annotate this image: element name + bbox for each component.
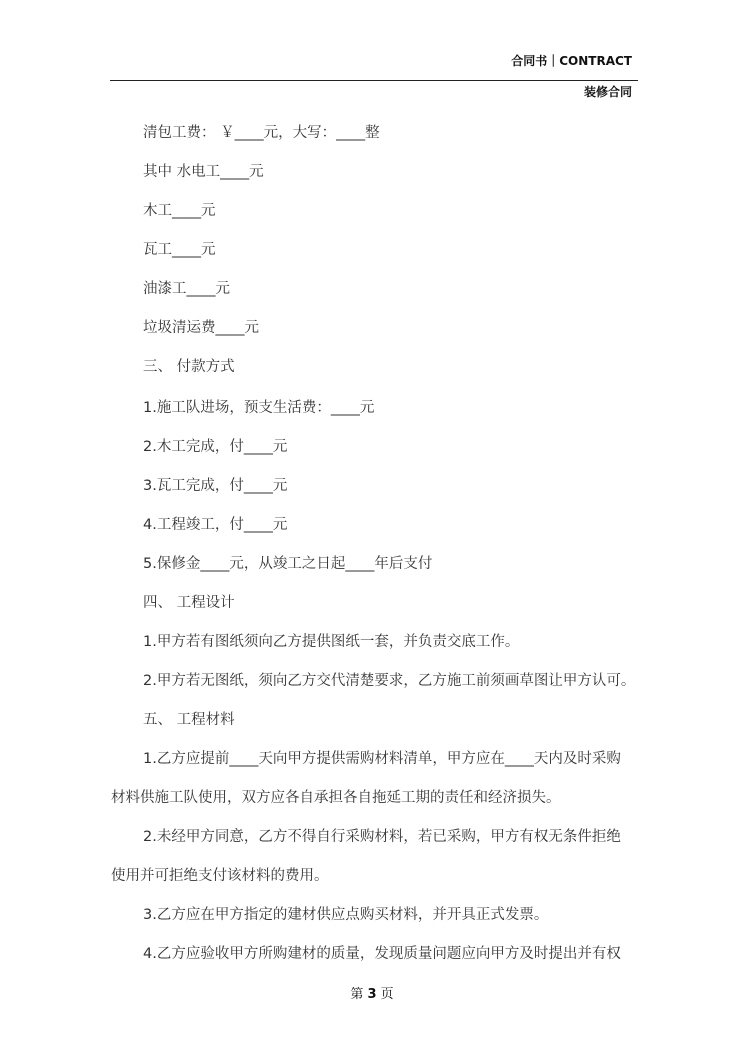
fee-line: 瓦工____元 [143,242,216,258]
header-divider [110,80,638,81]
clause-line: 5.保修金____元，从竣工之日起____年后支付 [143,556,433,572]
fee-line: 其中 水电工____元 [143,164,264,180]
fee-line: 木工____元 [143,203,216,219]
header-doc-type: 装修合同 [583,85,632,99]
fee-line: 油漆工____元 [143,281,230,297]
clause-line: 1.甲方若有图纸须向乙方提供图纸一套，并负责交底工作。 [143,634,520,650]
page-number: 3 [367,987,377,1002]
clause-line: 4.乙方应验收甲方所购建材的质量，发现质量问题应向甲方及时提出并有权 [143,946,621,962]
clause-line: 1.施工队进场，预支生活费：____元 [143,400,375,416]
clause-line: 3.瓦工完成，付____元 [143,478,288,494]
clause-line-continued: 材料供施工队使用，双方应各自承担各自拖延工期的责任和经济损失。 [111,790,561,806]
section-heading: 五、 工程材料 [143,712,235,728]
clause-line: 2.木工完成，付____元 [143,439,288,455]
page-label-suffix: 页 [380,987,394,1002]
header-brand: 合同书｜CONTRACT [511,54,632,68]
clause-line: 3.乙方应在甲方指定的建材供应点购买材料，并开具正式发票。 [143,907,549,923]
clause-line: 2.未经甲方同意，乙方不得自行采购材料，若已采购，甲方有权无条件拒绝 [143,829,621,845]
clause-line-continued: 使用并可拒绝支付该材料的费用。 [111,868,329,884]
section-heading: 三、 付款方式 [143,359,235,375]
page-label-prefix: 第 [350,987,364,1002]
fee-line: 清包工费： ￥____元，大写：____整 [143,125,380,141]
clause-line: 4.工程竣工，付____元 [143,517,288,533]
page-footer [0,983,744,1002]
clause-line: 1.乙方应提前____天向甲方提供需购材料清单，甲方应在____天内及时采购 [143,751,621,767]
section-heading: 四、 工程设计 [143,595,235,611]
clause-line: 2.甲方若无图纸，须向乙方交代清楚要求，乙方施工前须画草图让甲方认可。 [143,673,636,689]
fee-line: 垃圾清运费____元 [143,320,259,336]
